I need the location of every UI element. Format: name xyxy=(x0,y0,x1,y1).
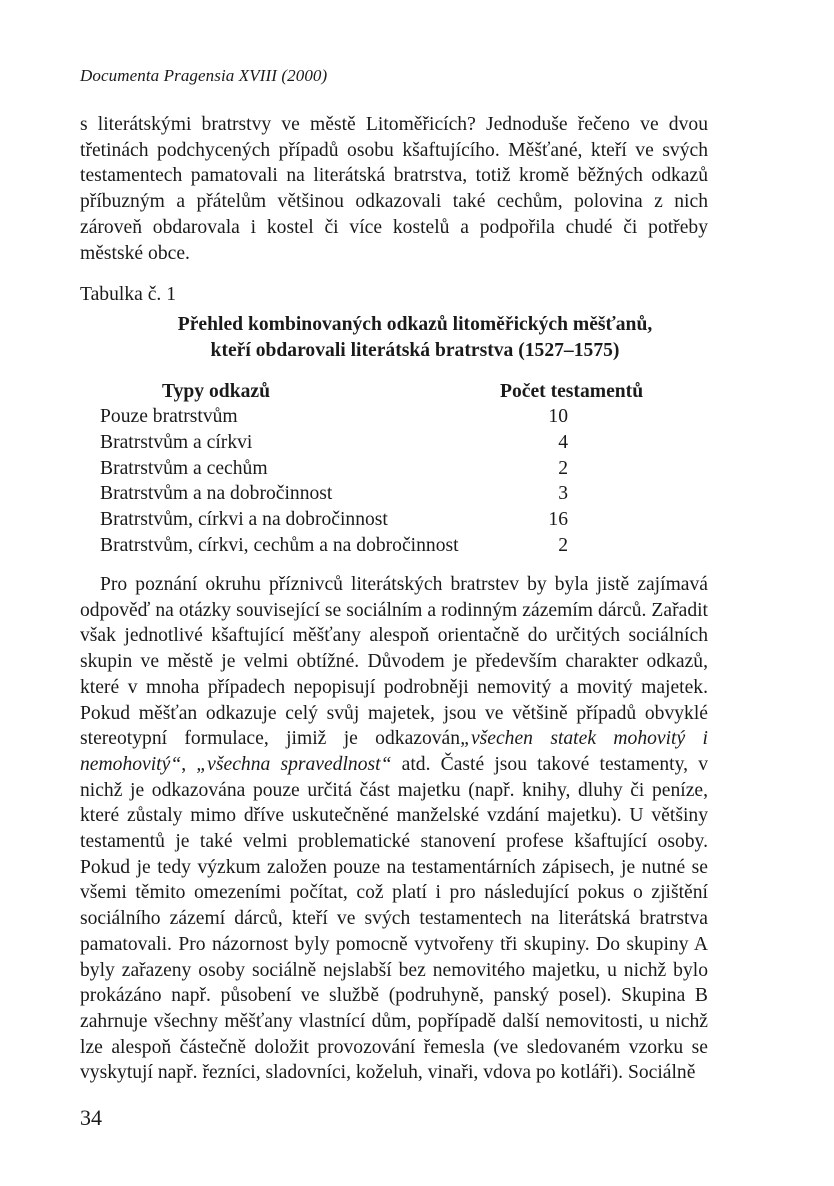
table-title-line-2: kteří obdarovali literátská bratrstva (1527–1575) xyxy=(210,340,620,361)
table-label: Tabulka č. 1 xyxy=(80,284,177,305)
row-count: 2 xyxy=(558,534,568,556)
table-row xyxy=(100,404,580,430)
quote-separator: , xyxy=(181,753,197,775)
table-title xyxy=(80,312,750,364)
table-row xyxy=(100,481,580,507)
paragraph-main xyxy=(80,572,708,1086)
table-row xyxy=(100,533,580,559)
row-count: 16 xyxy=(548,509,568,531)
row-label: Bratrstvům a na dobročinnost xyxy=(100,483,333,505)
row-label: Pouze bratrstvům xyxy=(100,406,238,427)
row-count: 2 xyxy=(558,457,568,479)
table-body xyxy=(100,404,580,559)
table-header-type: Typy odkazů xyxy=(162,381,270,402)
table-title-line-1: Přehled kombinovaných odkazů litoměřických měšťanů, xyxy=(177,314,653,335)
table-row xyxy=(100,456,580,482)
running-head: Documenta Pragensia XVIII (2000) xyxy=(80,66,328,85)
row-count: 4 xyxy=(558,431,568,453)
row-count: 3 xyxy=(558,483,568,505)
row-label: Bratrstvům, církvi a na dobročinnost xyxy=(100,509,388,531)
table-row xyxy=(100,507,580,533)
paragraph-main-part2: atd. Časté jsou takové testamenty, v nichž je odkazována pouze určitá část majetku (např. knihy, dluhy či peníze, které zůstaly mimo dříve uskutečněné manželské vzdání majetku). U většiny testamentů je také velmi problematické stanovení profese kšaftující osoby. Pokud je tedy výzkum založen pouze na testamentárních zápisech, je nutné se všemi těmito omezeními počítat, což platí i pro následující pokus o zjištění sociálního zázemí dárců, kteří ve svých testamentech na literátská bratrstva pamatovali. Pro názornost byly pomocně vytvořeny tři skupiny. Do skupiny A byly zařazeny osoby sociálně nejslabší bez nemovitého majetku, u nichž bylo prokázáno např. působení ve službě (podruhyně, panský posel). Skupina B zahrnuje všechny měšťany vlastnící dům, popřípadě další nemovitosti, u nichž lze alespoň částečně doložit provozování řemesla (ve sledovaném vzorku se vyskytují např. řezníci, sladovníci, koželuh, vinaři, vdova po kotláři). Sociálně xyxy=(80,753,708,1084)
table-header-count: Počet testamentů xyxy=(500,381,644,402)
row-count: 10 xyxy=(548,406,568,427)
paragraph-intro: s literátskými bratrstvy ve městě Litoměřicích? Jednoduše řečeno ve dvou třetinách podchycených případů osobu kšaftujícího. Měšťané, kteří ve svých testamentech pamatovali na literátská bratrstva, totiž kromě běžných odkazů příbuzným a přátelům většinou odkazovali také cechům, polovina z nich zároveň obdarovala i kostel či více kostelů a podpořila chudé či potřeby městské obce. xyxy=(80,114,708,264)
quote-statek: „všechen statek mohovitý i nemohovitý“ xyxy=(80,728,708,775)
row-label: Bratrstvům a církvi xyxy=(100,431,253,453)
quote-spravedlnost: „všechna spravedlnost“ xyxy=(196,753,392,775)
row-label: Bratrstvům, církvi, cechům a na dobročinnost xyxy=(100,534,459,556)
row-label: Bratrstvům a cechům xyxy=(100,457,268,479)
paragraph-main-part1: Pro poznání okruhu příznivců literátských bratrstev by byla jistě zajímavá odpověď na otázky související se sociálním a rodinným zázemím dárců. Zařadit však jednotlivé kšaftující měšťany alespoň orientačně do určitých sociálních skupin ve městě je velmi obtížné. Důvodem je především charakter odkazů, které v mnoha případech nepopisují podrobněji nemovitý a movitý majetek. Pokud měšťan odkazuje celý svůj majetek, jsou ve většině případů obvyklé stereotypní formulace, jimiž je odkazován xyxy=(80,574,708,750)
page-number: 34 xyxy=(80,1105,102,1130)
table-row xyxy=(100,430,580,456)
